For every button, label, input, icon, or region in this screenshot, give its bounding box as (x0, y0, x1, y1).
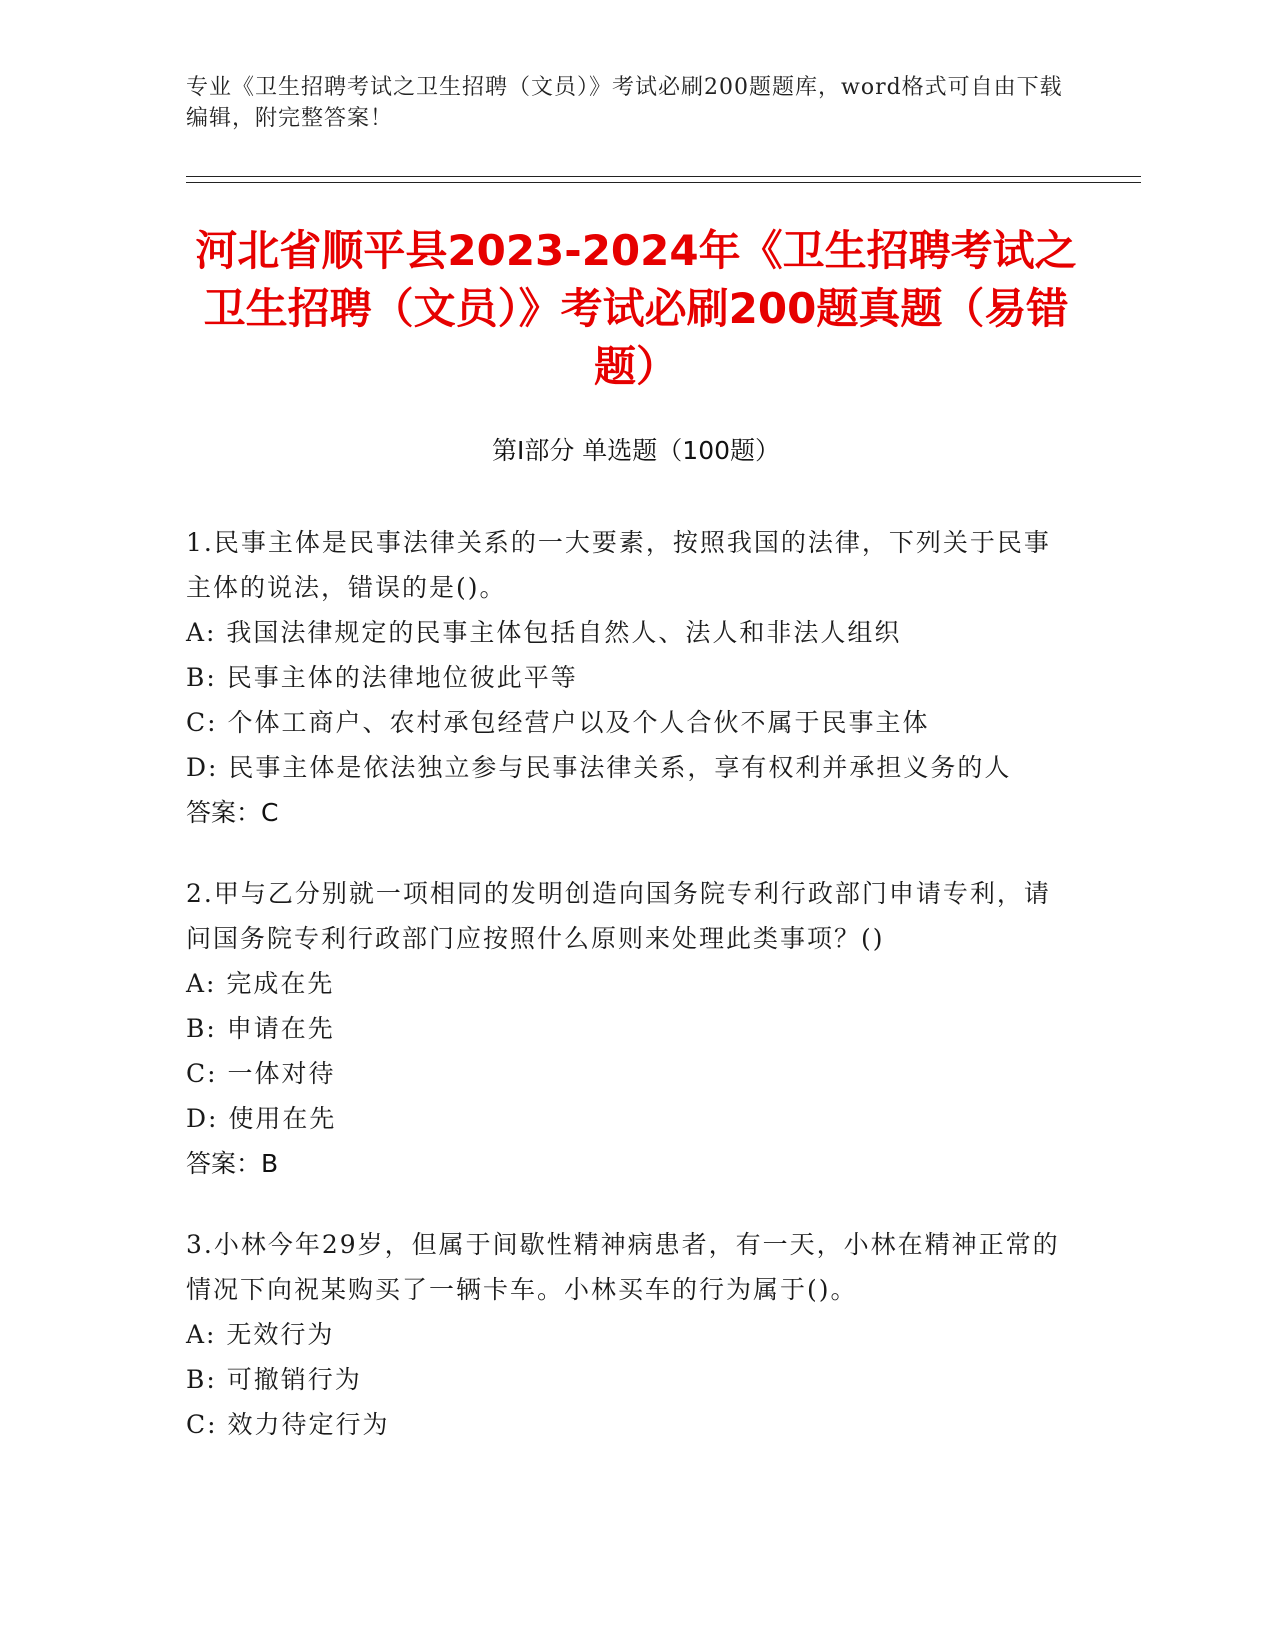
question-stem: 2.甲与乙分别就一项相同的发明创造向国务院专利行政部门申请专利，请问国务院专利行政部门应按照什么原则来处理此类事项？() (186, 879, 1051, 953)
question-2 (186, 871, 1066, 1186)
option-b: B: 可撤销行为 (186, 1365, 362, 1394)
answer: 答案：B (186, 1149, 279, 1178)
option-a: A: 我国法律规定的民事主体包括自然人、法人和非法人组织 (186, 618, 902, 647)
option-b: B: 申请在先 (186, 1014, 335, 1043)
document-title: 河北省顺平县2023-2024年《卫生招聘考试之卫生招聘（文员）》考试必刷200题真题（易错题） (195, 226, 1077, 391)
question-stem: 1.民事主体是民事法律关系的一大要素，按照我国的法律，下列关于民事主体的说法，错误的是()。 (186, 528, 1051, 602)
question-list (186, 520, 1066, 1483)
option-d: D: 使用在先 (186, 1104, 337, 1133)
option-a: A: 完成在先 (186, 969, 335, 998)
option-c: C: 个体工商户、农村承包经营户以及个人合伙不属于民事主体 (186, 708, 930, 737)
header-note: 专业《卫生招聘考试之卫生招聘（文员）》考试必刷200题题库，word格式可自由下载编辑，附完整答案！ (186, 75, 1063, 131)
question-1 (186, 520, 1066, 835)
option-c: C: 效力待定行为 (186, 1410, 390, 1439)
section-heading: 第Ⅰ部分 单选题（100题） (491, 436, 781, 465)
question-3 (186, 1222, 1066, 1447)
header-rule-bottom (186, 182, 1141, 183)
answer: 答案：C (186, 798, 279, 827)
header-rule-top (186, 176, 1141, 177)
option-b: B: 民事主体的法律地位彼此平等 (186, 663, 578, 692)
option-d: D: 民事主体是依法独立参与民事法律关系，享有权利并承担义务的人 (186, 753, 1012, 782)
option-c: C: 一体对待 (186, 1059, 336, 1088)
option-a: A: 无效行为 (186, 1320, 335, 1349)
question-stem: 3.小林今年29岁，但属于间歇性精神病患者，有一天，小林在精神正常的情况下向祝某购买了一辆卡车。小林买车的行为属于()。 (186, 1230, 1060, 1304)
